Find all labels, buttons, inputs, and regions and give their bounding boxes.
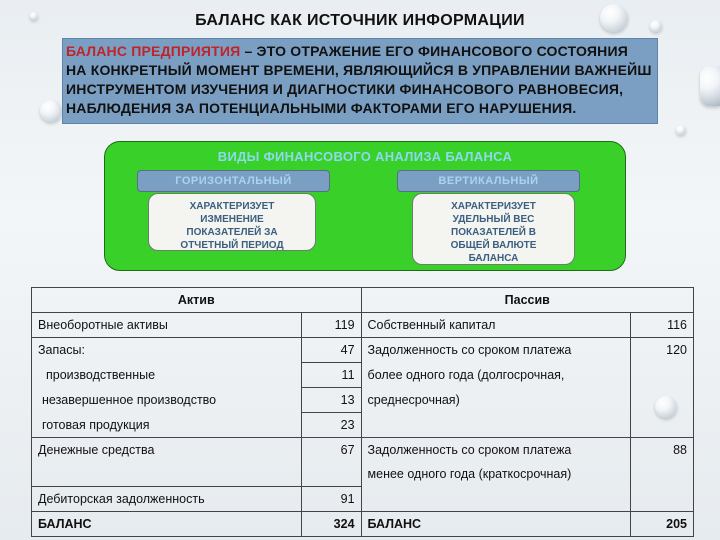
table-row: Запасы: 47 Задолженность со сроком платежа 120 xyxy=(32,338,694,363)
horizontal-analysis-description: ХАРАКТЕРИЗУЕТ ИЗМЕНЕНИЕ ПОКАЗАТЕЛЕЙ ЗА ОТЧЕТНЫЙ ПЕРИОД xyxy=(148,193,316,251)
definition-text xyxy=(66,42,720,118)
definition-line-3: ИНСТРУМЕНТОМ ИЗУЧЕНИЯ И ДИАГНОСТИКИ ФИНАНСОВОГО РАВНОВЕСИЯ, xyxy=(66,81,624,97)
asset-header: Актив xyxy=(32,288,362,313)
table-header-row xyxy=(32,288,694,313)
definition-line-4: НАБЛЮДЕНИЯ ЗА ПОТЕНЦИАЛЬНЫМИ ФАКТОРАМИ ЕГО НАРУШЕНИЯ. xyxy=(66,100,577,116)
table-total-row: БАЛАНС 324 БАЛАНС 205 xyxy=(32,512,694,537)
table-row: менее одного года (краткосрочная) xyxy=(32,462,694,487)
definition-term: БАЛАНС ПРЕДПРИЯТИЯ xyxy=(66,43,241,59)
table-row: Денежные средства 67 Задолженность со сроком платежа 88 xyxy=(32,438,694,463)
definition-line-2: НА КОНКРЕТНЫЙ МОМЕНТ ВРЕМЕНИ, ЯВЛЯЮЩИЙСЯ В УПРАВЛЕНИИ ВАЖНЕЙШ xyxy=(66,62,652,78)
table-row: Внеоборотные активы 119 Собственный капитал 116 xyxy=(32,313,694,338)
decor-drop xyxy=(676,125,686,135)
liability-header: Пассив xyxy=(361,288,693,313)
balance-table xyxy=(31,287,694,537)
table-row: готовая продукция 23 xyxy=(32,413,694,438)
decor-drop xyxy=(40,100,62,122)
table-row: производственные 11 более одного года (долгосрочная, xyxy=(32,363,694,388)
table-row: незавершенное производство 13 среднесрочная) xyxy=(32,388,694,413)
definition-line-1: БАЛАНС ПРЕДПРИЯТИЯ – ЭТО ОТРАЖЕНИЕ ЕГО ФИНАНСОВОГО СОСТОЯНИЯ xyxy=(66,43,628,59)
vertical-analysis-label: ВЕРТИКАЛЬНЫЙ xyxy=(397,170,580,192)
analysis-title: ВИДЫ ФИНАНСОВОГО АНАЛИЗА БАЛАНСА xyxy=(217,149,513,164)
vertical-analysis-description: ХАРАКТЕРИЗУЕТ УДЕЛЬНЫЙ ВЕС ПОКАЗАТЕЛЕЙ В ОБЩЕЙ ВАЛЮТЕ БАЛАНСА xyxy=(412,193,575,265)
table-row: Дебиторская задолженность 91 xyxy=(32,487,694,512)
horizontal-analysis-label: ГОРИЗОНТАЛЬНЫЙ xyxy=(137,170,330,192)
slide-title: БАЛАНС КАК ИСТОЧНИК ИНФОРМАЦИИ xyxy=(195,12,525,29)
